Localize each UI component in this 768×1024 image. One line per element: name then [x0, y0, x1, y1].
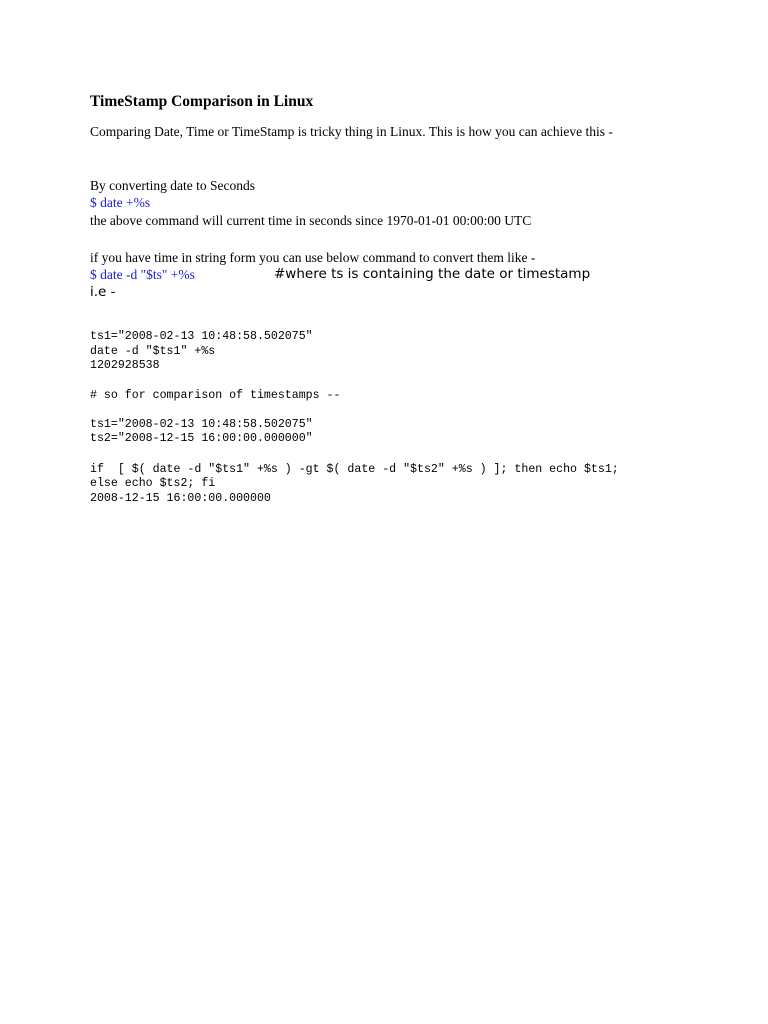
- page-title: TimeStamp Comparison in Linux: [90, 93, 314, 110]
- code-comment-line: # so for comparison of timestamps --: [90, 389, 341, 402]
- command-date-string-comment: #where ts is containing the date or timestamp: [274, 266, 591, 282]
- code-line: else echo $ts2; fi: [90, 477, 216, 490]
- code-line: ts2="2008-12-15 16:00:00.000000": [90, 432, 313, 445]
- command-date-seconds-description: the above command will current time in seconds since 1970-01-01 00:00:00 UTC: [90, 213, 532, 228]
- code-line: ts1="2008-02-13 10:48:58.502075": [90, 330, 313, 343]
- ie-label: i.e -: [90, 284, 116, 300]
- intro-text: Comparing Date, Time or TimeStamp is tricky thing in Linux. This is how you can achieve this -: [90, 124, 613, 139]
- command-date-string: $ date -d "$ts" +%s: [90, 267, 195, 282]
- section-heading: By converting date to Seconds: [90, 178, 255, 193]
- command-date-seconds: $ date +%s: [90, 195, 151, 210]
- code-line: date -d "$ts1" +%s: [90, 345, 216, 358]
- code-output-line: 2008-12-15 16:00:00.000000: [90, 492, 271, 505]
- code-line: 1202928538: [90, 359, 160, 372]
- code-line: ts1="2008-02-13 10:48:58.502075": [90, 418, 313, 431]
- string-form-description: if you have time in string form you can use below command to convert them like -: [90, 250, 536, 265]
- code-line: if [ $( date -d "$ts1" +%s ) -gt $( date -d "$ts2" +%s ) ]; then echo $ts1;: [90, 463, 619, 476]
